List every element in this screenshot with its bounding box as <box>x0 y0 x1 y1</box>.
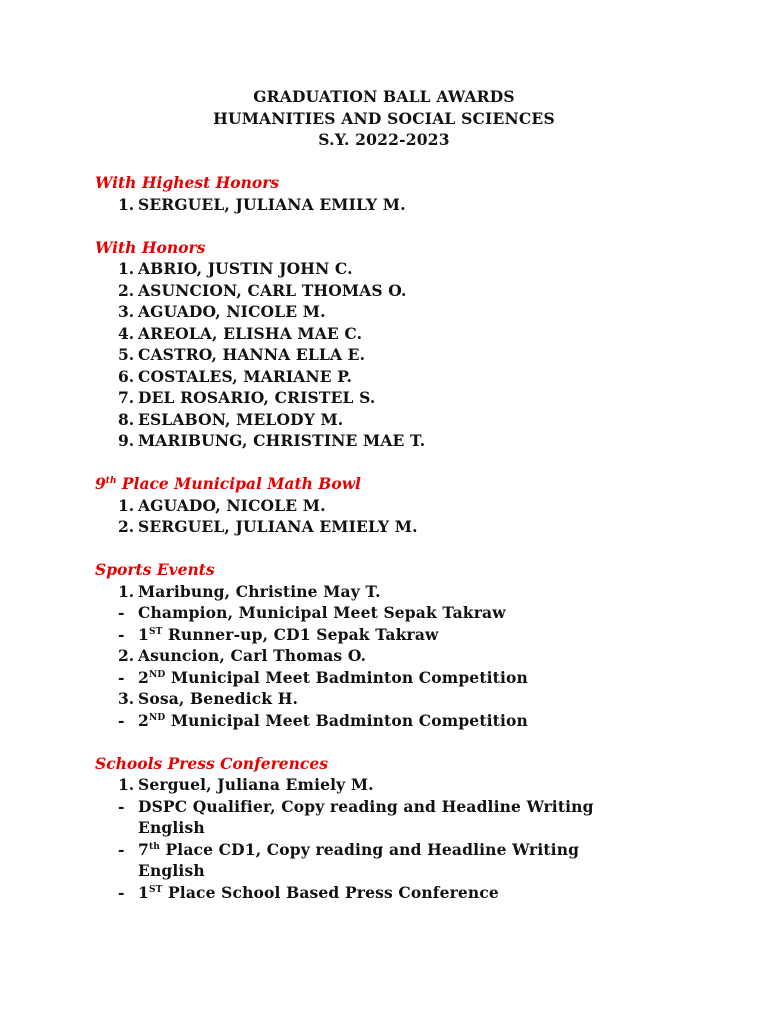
ordinal-suffix: ND <box>148 712 166 723</box>
award-text: Runner-up, CD1 Sepak Takraw <box>162 624 439 644</box>
awards-content <box>95 172 735 925</box>
section-honors <box>95 237 735 452</box>
award-text: Municipal Meet Badminton Competition <box>165 710 528 730</box>
list-item <box>95 387 735 409</box>
list-item <box>95 667 735 689</box>
list-item-text: AREOLA, ELISHA MAE C. <box>138 323 363 343</box>
list-item-text: ABRIO, JUSTIN JOHN C. <box>138 259 353 278</box>
list-item <box>95 688 735 710</box>
list-marker: - <box>118 796 125 816</box>
section-math-bowl <box>95 473 735 538</box>
ordinal-number: 1 <box>138 624 149 644</box>
title-line-2: HUMANITIES AND SOCIAL SCIENCES <box>213 108 555 128</box>
list-item-text <box>138 882 628 904</box>
list-marker: 1. <box>118 581 135 601</box>
section-heading: Sports Events <box>95 560 215 579</box>
list-marker: 8. <box>118 409 135 429</box>
ordinal-number: 2 <box>138 710 149 730</box>
list-item-text: CASTRO, HANNA ELLA E. <box>138 345 366 364</box>
list-item-text: Serguel, Juliana Emiely M. <box>138 775 374 794</box>
list-item <box>95 645 735 667</box>
list-item <box>95 323 735 345</box>
list-item <box>95 774 735 796</box>
list-item <box>95 710 735 732</box>
ordinal-number: 7 <box>138 839 149 859</box>
list-item-text: Asuncion, Carl Thomas O. <box>138 646 367 665</box>
section-heading: With Honors <box>95 237 206 257</box>
list-item <box>95 495 735 517</box>
list-item-text: Sosa, Benedick H. <box>138 689 299 708</box>
list-marker: - <box>118 882 125 902</box>
section-sports-events <box>95 559 735 731</box>
list-marker: 1. <box>118 495 135 515</box>
list-marker: 2. <box>118 280 135 300</box>
list-item <box>95 301 735 323</box>
list-item-text: COSTALES, MARIANE P. <box>138 366 353 386</box>
list-item-text: Maribung, Christine May T. <box>138 581 381 601</box>
list-marker: 1. <box>118 194 135 214</box>
list-marker: 1. <box>118 775 135 794</box>
list-marker: - <box>118 710 125 730</box>
list-item <box>95 516 735 538</box>
section-press-conferences <box>95 753 735 904</box>
award-text: Municipal Meet Badminton Competition <box>165 667 528 687</box>
list-item <box>95 796 735 839</box>
list-marker: 4. <box>118 323 135 343</box>
list-item <box>95 624 735 646</box>
heading-ordinal: th <box>105 475 117 486</box>
list-item-text <box>138 839 628 882</box>
heading-number: 9 <box>95 474 106 493</box>
ordinal-suffix: th <box>148 841 160 852</box>
list-item-text <box>138 624 628 646</box>
list-marker: 2. <box>118 517 135 536</box>
list-item <box>95 280 735 302</box>
award-text: Place School Based Press Conference <box>162 882 499 902</box>
award-text: Place CD1, Copy reading and Headline Writing English <box>138 839 580 880</box>
list-item <box>95 430 735 452</box>
list-item-text <box>138 667 628 689</box>
section-heading <box>95 473 735 495</box>
list-item-text: AGUADO, NICOLE M. <box>138 302 326 321</box>
list-item-text: Champion, Municipal Meet Sepak Takraw <box>138 603 506 622</box>
title-line-1: GRADUATION BALL AWARDS <box>253 87 515 106</box>
ordinal-number: 2 <box>138 667 149 687</box>
list-item <box>95 344 735 366</box>
list-item <box>95 839 735 882</box>
list-item-text: MARIBUNG, CHRISTINE MAE T. <box>138 431 426 450</box>
list-marker: 2. <box>118 646 135 665</box>
list-marker: 3. <box>118 302 135 321</box>
list-item-text: DSPC Qualifier, Copy reading and Headline Writing English <box>138 796 594 837</box>
list-marker: 5. <box>118 345 135 364</box>
list-marker: 9. <box>118 431 135 450</box>
list-item-text <box>138 710 628 732</box>
list-marker: - <box>118 624 125 644</box>
list-marker: 6. <box>118 366 135 386</box>
list-item <box>95 366 735 388</box>
section-highest-honors <box>95 172 735 215</box>
section-heading: Schools Press Conferences <box>95 753 328 773</box>
list-item-text: DEL ROSARIO, CRISTEL S. <box>138 388 376 407</box>
ordinal-suffix: ST <box>148 884 163 895</box>
list-marker: - <box>118 839 125 859</box>
list-marker: 7. <box>118 388 135 407</box>
list-marker: - <box>118 667 125 687</box>
list-item <box>95 194 735 216</box>
ordinal-suffix: ST <box>148 626 163 637</box>
heading-text: Place Municipal Math Bowl <box>116 474 361 493</box>
ordinal-suffix: ND <box>148 669 166 680</box>
list-item <box>95 882 735 904</box>
list-marker: 3. <box>118 689 135 708</box>
list-item <box>95 409 735 431</box>
list-item-text: SERGUEL, JULIANA EMIELY M. <box>138 517 418 536</box>
list-item-text: AGUADO, NICOLE M. <box>138 495 326 515</box>
section-heading: With Highest Honors <box>95 173 280 192</box>
document-header <box>0 86 768 151</box>
list-item <box>95 602 735 624</box>
list-item-text: ESLABON, MELODY M. <box>138 409 344 429</box>
list-marker: 1. <box>118 259 135 278</box>
list-item <box>95 258 735 280</box>
list-item <box>95 581 735 603</box>
list-marker: - <box>118 603 125 622</box>
ordinal-number: 1 <box>138 882 149 902</box>
title-line-3: S.Y. 2022-2023 <box>318 130 450 149</box>
list-item-text: ASUNCION, CARL THOMAS O. <box>138 280 407 300</box>
list-item-text: SERGUEL, JULIANA EMILY M. <box>138 194 406 214</box>
